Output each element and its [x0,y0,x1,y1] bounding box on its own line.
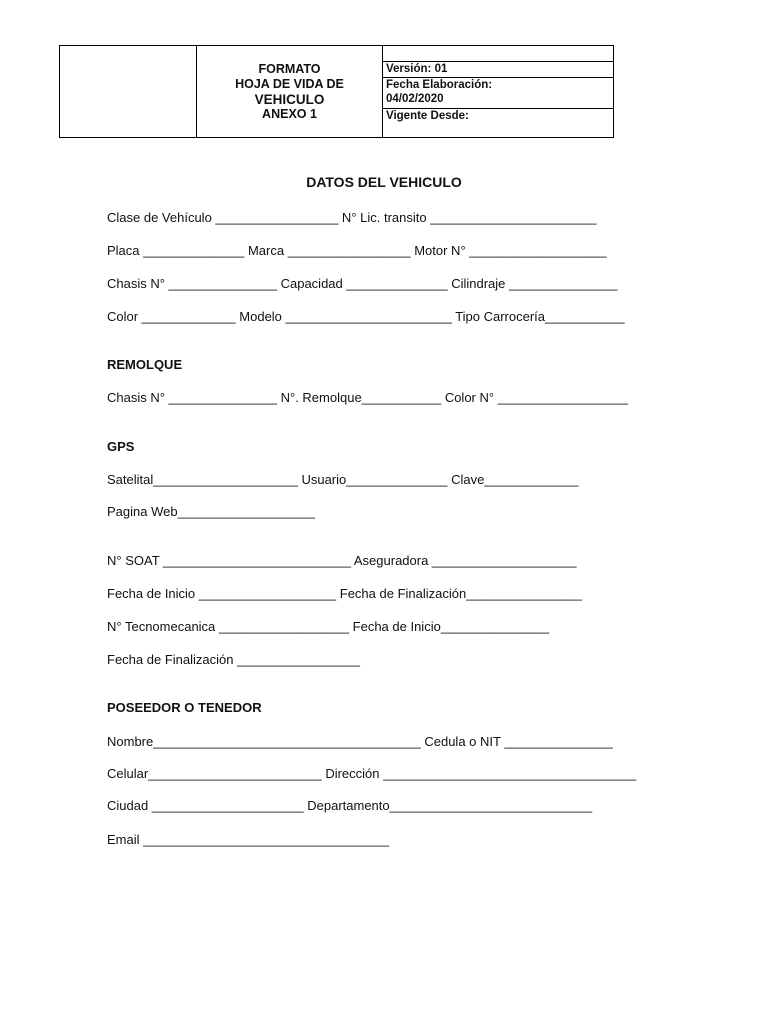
header-title-cell [197,46,383,137]
poseedor-line-3: Ciudad _____________________ Departamento____________________________ [107,798,593,813]
poseedor-line-2: Celular________________________ Dirección ___________________________________ [107,766,637,781]
soat-line-4: Fecha de Finalización _________________ [107,652,360,667]
header-line4: ANEXO 1 [262,106,317,121]
vehiculo-line-1: Clase de Vehículo _________________ N° Lic. transito _______________________ [107,210,597,225]
header-table [59,45,614,138]
soat-line-1: N° SOAT __________________________ Aseguradora ____________________ [107,553,577,568]
version-row: Versión: 01 [383,62,613,78]
poseedor-heading: POSEEDOR O TENEDOR [107,700,262,715]
gps-line-2: Pagina Web___________________ [107,504,315,519]
header-line3: VEHICULO [254,91,325,107]
header-info-cell [383,46,613,137]
header-line2: HOJA DE VIDA DE [235,76,344,91]
poseedor-line-1: Nombre_____________________________________ Cedula o NIT _______________ [107,734,613,749]
header-line1: FORMATO [258,61,321,76]
gps-heading: GPS [107,439,135,454]
soat-line-2: Fecha de Inicio ___________________ Fecha de Finalización________________ [107,586,582,601]
fecha-value: 04/02/2020 [386,93,444,105]
header-empty-row [383,46,613,62]
vehiculo-line-3: Chasis N° _______________ Capacidad ______________ Cilindraje _______________ [107,276,618,291]
vigente-row: Vigente Desde: [386,110,469,122]
remolque-heading: REMOLQUE [107,357,183,372]
remolque-line-1: Chasis N° _______________ N°. Remolque___________ Color N° __________________ [107,390,628,405]
logo-cell [60,46,197,137]
fecha-label: Fecha Elaboración: [386,79,493,91]
poseedor-line-4: Email __________________________________ [107,832,389,847]
page-title: DATOS DEL VEHICULO [306,174,462,190]
vehiculo-line-2: Placa ______________ Marca _________________ Motor N° ___________________ [107,243,607,258]
vehiculo-line-4: Color _____________ Modelo _______________________ Tipo Carrocería___________ [107,309,625,324]
gps-line-1: Satelital____________________ Usuario______________ Clave_____________ [107,472,579,487]
fecha-row [383,78,613,109]
soat-line-3: N° Tecnomecanica __________________ Fecha de Inicio_______________ [107,619,550,634]
